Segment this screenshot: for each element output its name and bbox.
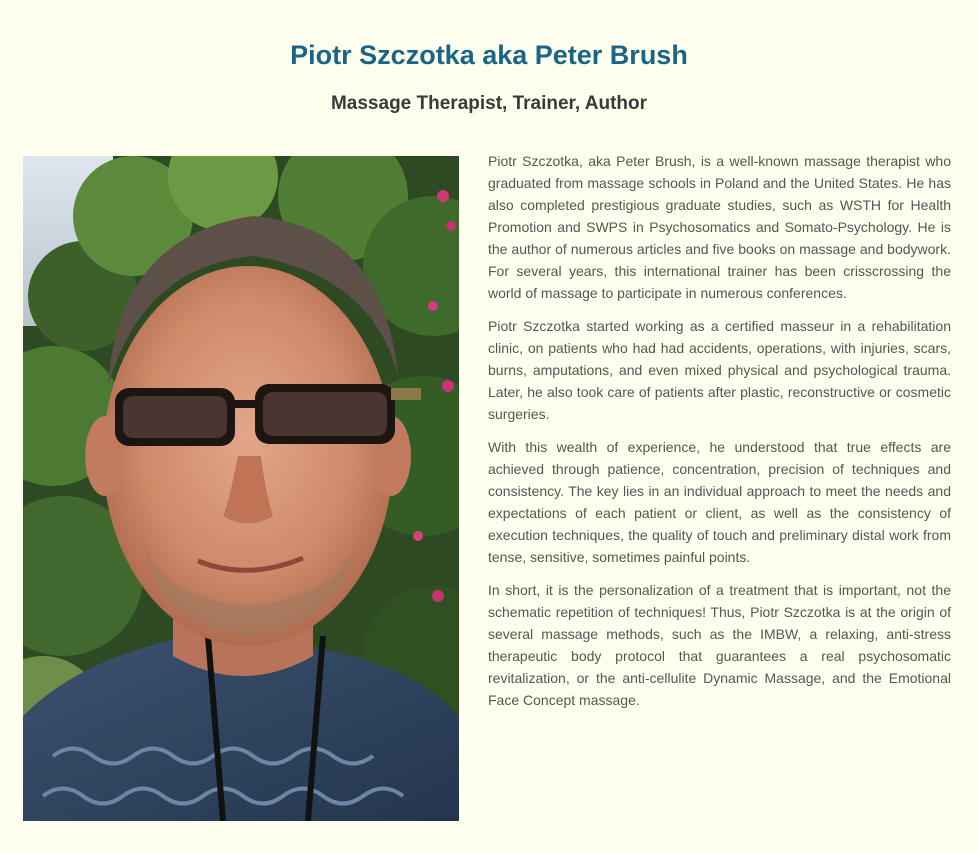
bio-paragraph: In short, it is the personalization of a treatment that is important, not the schematic repetition of techniques! Thus, Piotr Szczotka is at the origin of several massage methods, such as the IMBW, a relaxing, anti-stress therapeutic body protocol that guarantees a real psychosomatic revitalization, or the anti-cellulite Dynamic Massage, and the Emotional Face Concept massage. <box>488 582 951 708</box>
bio-paragraph: With this wealth of experience, he understood that true effects are achieved through patience, concentration, precision of techniques and consistency. The key lies in an individual approach to meet the needs and expectations of each patient or client, as well as the consistency of execution techniques, the quality of touch and preliminary distal work from tense, sensitive, sometimes painful points. <box>488 439 951 565</box>
bio-paragraph: Piotr Szczotka started working as a certified masseur in a rehabilitation clinic, on patients who had had accidents, operations, with injuries, scars, burns, amputations, and even mixed physical and psychological trauma. Later, he also took care of patients after plastic, reconstructive or cosmetic surgeries. <box>488 318 951 422</box>
page-subtitle: Massage Therapist, Trainer, Author <box>330 93 648 114</box>
page-title: Piotr Szczotka aka Peter Brush <box>290 40 688 70</box>
portrait-photo <box>23 156 459 821</box>
bio-paragraph: Piotr Szczotka, aka Peter Brush, is a well-known massage therapist who graduated from massage schools in Poland and the United States. He has also completed prestigious graduate studies, such as WSTH for Health Promotion and SWPS in Psychosomatics and Somato-Psychology. He is the author of numerous articles and five books on massage and bodywork. For several years, this international trainer has been crisscrossing the world of massage to participate in numerous conferences. <box>488 153 951 301</box>
bio-text <box>488 150 951 722</box>
